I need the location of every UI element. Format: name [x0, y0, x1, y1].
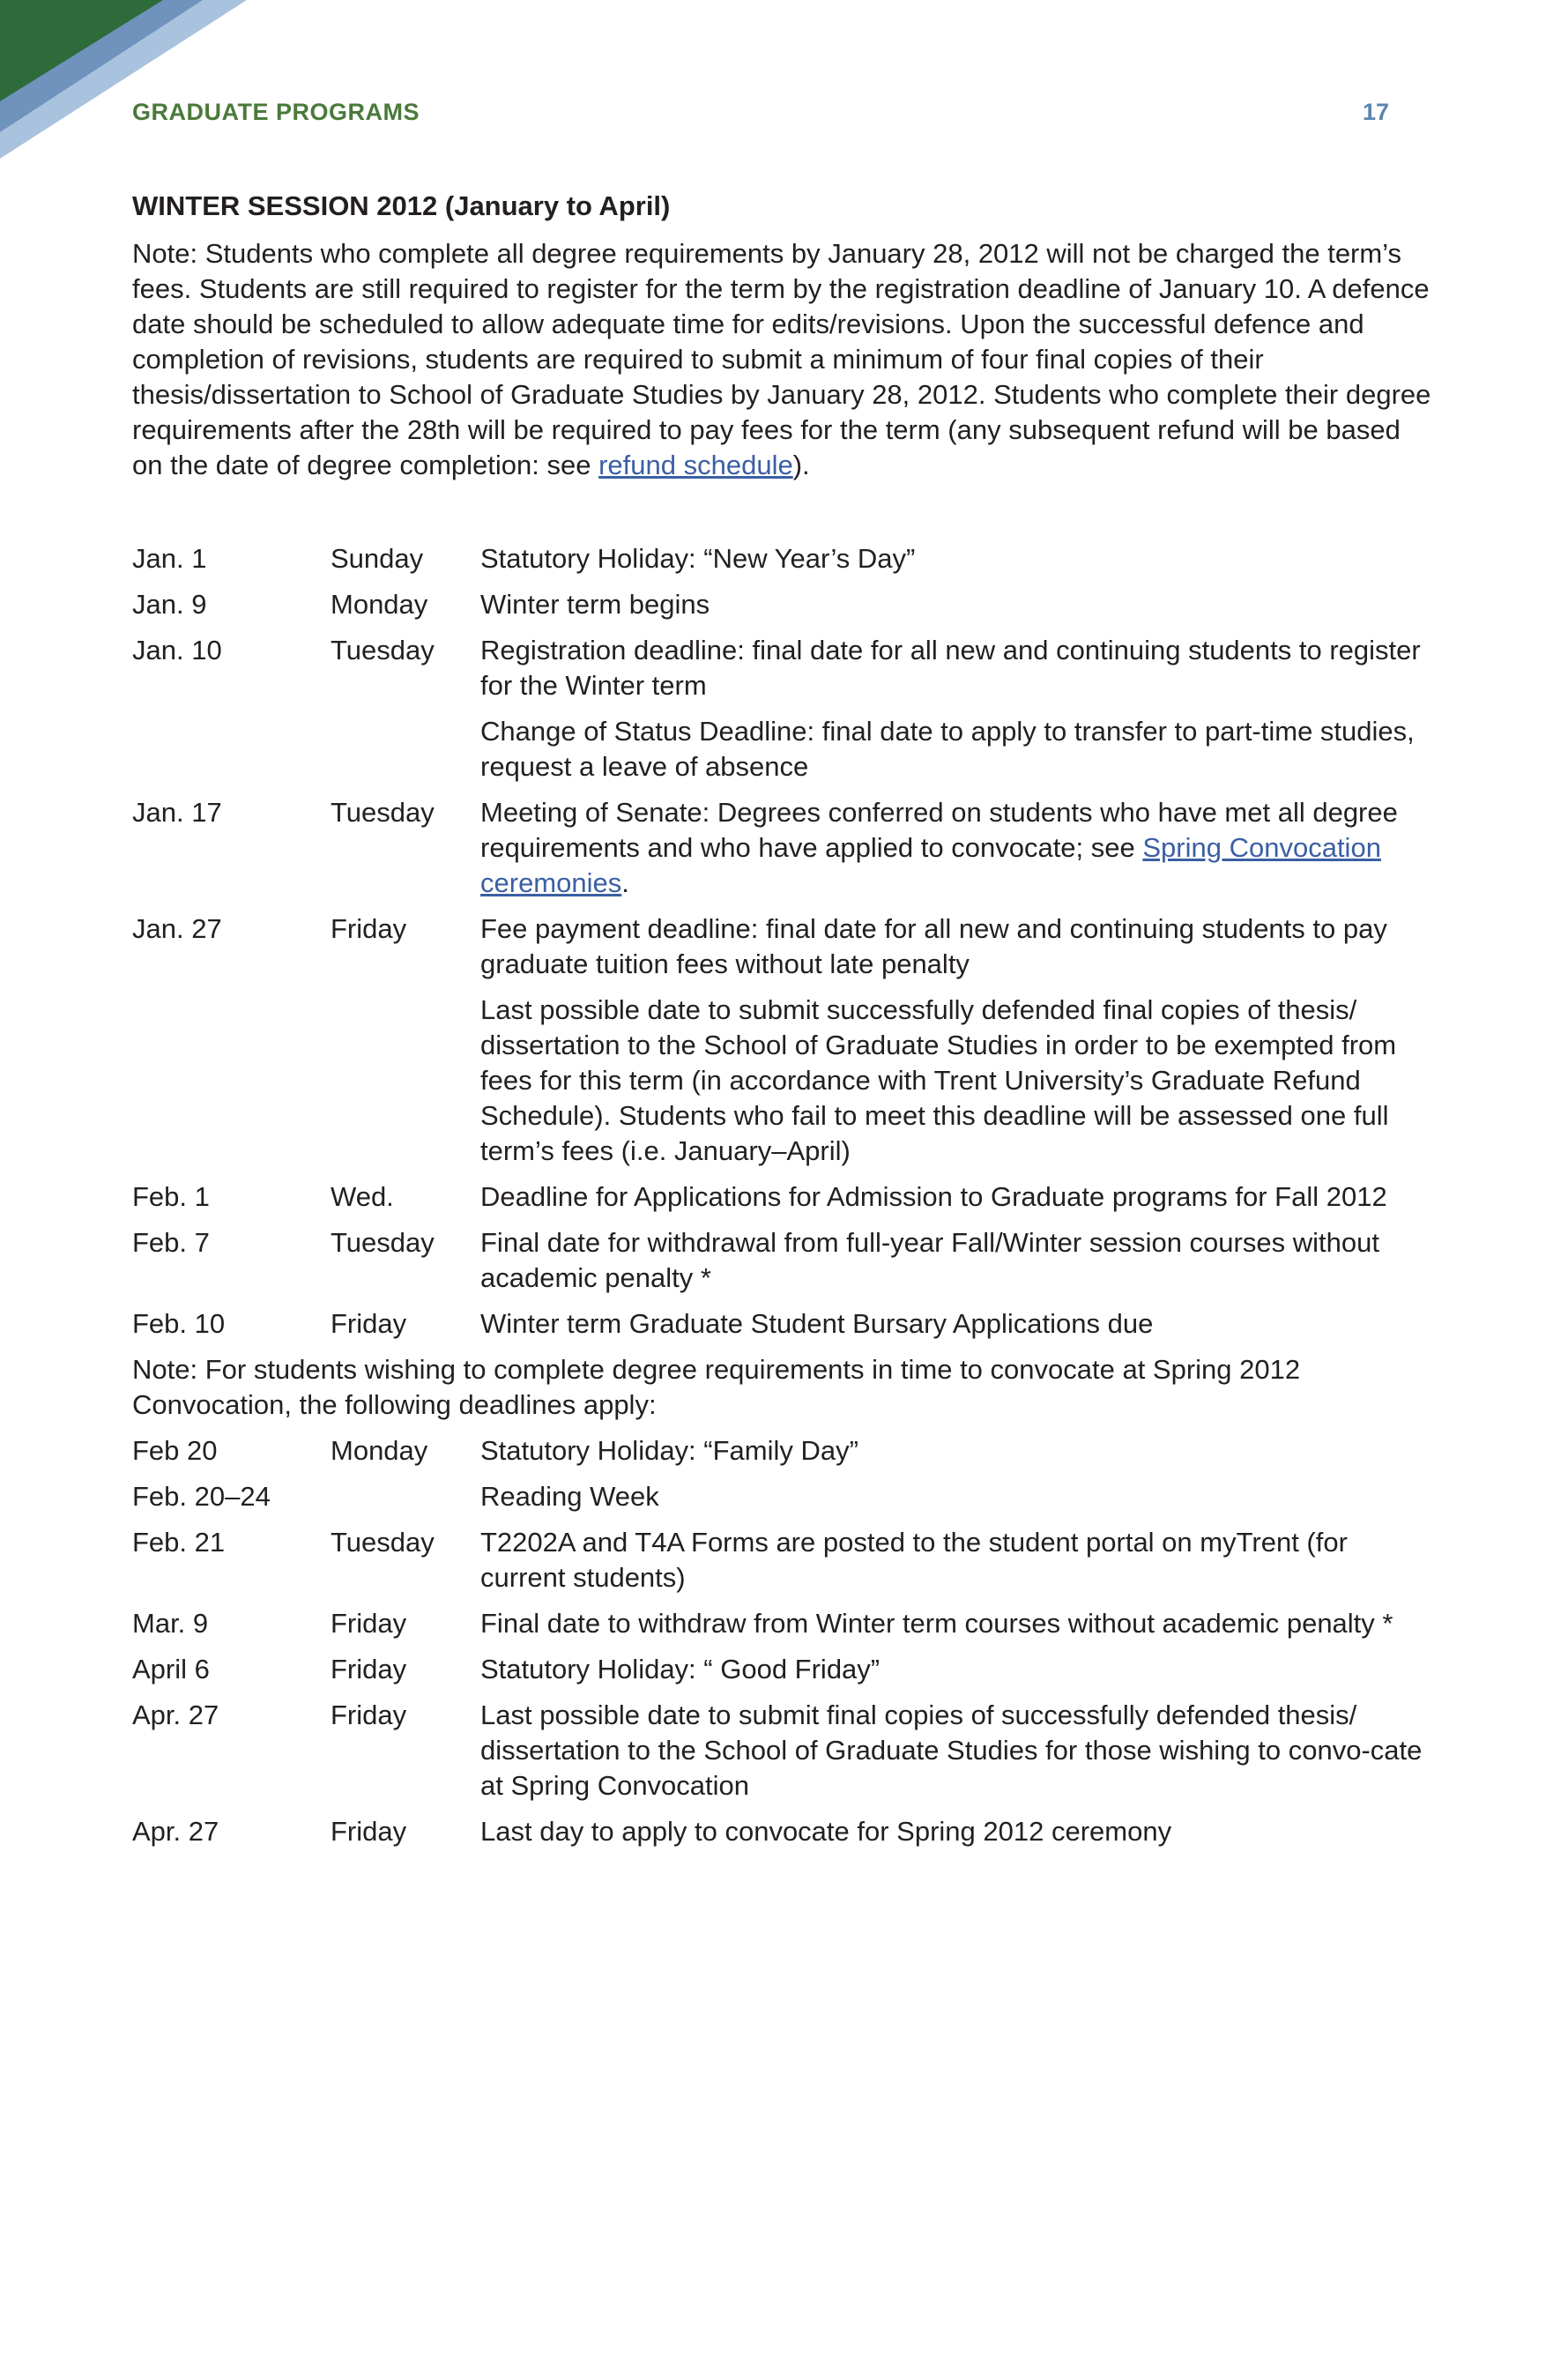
row-day: Wed.	[331, 1181, 394, 1212]
row-date: Feb. 21	[132, 1527, 226, 1558]
schedule-row	[132, 1179, 1437, 1215]
row-day: Monday	[331, 1435, 428, 1466]
corner-decoration	[0, 0, 247, 159]
row-description	[480, 911, 1437, 1169]
row-day: Friday	[331, 1816, 407, 1847]
row-day: Tuesday	[331, 635, 435, 666]
schedule-row	[132, 587, 1437, 622]
intro-note	[132, 236, 1437, 483]
schedule-row	[132, 1606, 1437, 1641]
row-description	[480, 795, 1437, 901]
row-date: Mar. 9	[132, 1608, 209, 1639]
row-description-text: Meeting of Senate: Degrees conferred on students who have met all degree requirements and who have applied to convocate; see	[480, 797, 1398, 863]
row-day: Friday	[331, 1699, 407, 1730]
row-date: Jan. 17	[132, 797, 222, 828]
row-date: Jan. 1	[132, 543, 207, 574]
row-description: T2202A and T4A Forms are posted to the student portal on myTrent (for current students)	[480, 1527, 1348, 1593]
schedule-row	[132, 1306, 1437, 1342]
row-description-end: .	[621, 867, 629, 898]
row-date: Feb 20	[132, 1435, 218, 1466]
row-description: Statutory Holiday: “ Good Friday”	[480, 1654, 881, 1685]
convocation-note: Note: For students wishing to complete degree requirements in time to convocate at Spring 2012 Convocation, the following deadlines apply:	[132, 1354, 1301, 1420]
row-description	[480, 633, 1437, 785]
page-number: 17	[1362, 99, 1389, 125]
schedule-row	[132, 1652, 1437, 1687]
row-date: Jan. 27	[132, 913, 222, 944]
row-description: Last day to apply to convocate for Spring 2012 ceremony	[480, 1816, 1172, 1847]
row-date: Jan. 9	[132, 589, 207, 620]
schedule-row	[132, 1698, 1437, 1804]
row-description-para: Fee payment deadline: final date for all new and continuing students to pay graduate tuition fees without late penalty	[480, 913, 1387, 979]
intro-note-end: ).	[792, 450, 810, 480]
row-description: Final date to withdraw from Winter term courses without academic penalty *	[480, 1608, 1393, 1639]
schedule-row	[132, 1433, 1437, 1469]
schedule-row	[132, 1814, 1437, 1849]
row-date: Jan. 10	[132, 635, 222, 666]
row-date: Feb. 20–24	[132, 1481, 271, 1512]
row-date: Feb. 7	[132, 1227, 210, 1258]
row-day: Sunday	[331, 543, 424, 574]
row-day: Friday	[331, 1308, 407, 1339]
row-description: Winter term Graduate Student Bursary Applications due	[480, 1308, 1154, 1339]
row-day: Friday	[331, 913, 407, 944]
schedule-row	[132, 1225, 1437, 1296]
row-description: Last possible date to submit final copies of successfully defended thesis/ dissertation to the School of Graduate Studies for those wishing to convo-cate at Spring Convocation	[480, 1699, 1423, 1801]
row-day: Friday	[331, 1654, 407, 1685]
row-description-para: Change of Status Deadline: final date to apply to transfer to part-time studies, request a leave of absence	[480, 716, 1415, 782]
intro-note-text: Note: Students who complete all degree requirements by January 28, 2012 will not be charged the term’s fees. Students are still required to register for the term by the registration deadline of January 10. A defence date should be scheduled to allow adequate time for edits/revisions. Upon the successful defence and completion of revisions, students are required to submit a minimum of four final copies of their thesis/dissertation to School of Graduate Studies by January 28, 2012. Students who complete their degree requirements after the 28th will be required to pay fees for the term (any subsequent refund will be based on the date of degree completion: see	[132, 238, 1431, 480]
row-date: Feb. 10	[132, 1308, 226, 1339]
row-date: Feb. 1	[132, 1181, 210, 1212]
schedule-row	[132, 633, 1437, 785]
row-description: Final date for withdrawal from full-year Fall/Winter session courses without academic penalty *	[480, 1227, 1379, 1293]
spring-convocation-link[interactable]: Spring Convocation ceremonies	[480, 832, 1381, 898]
schedule-row	[132, 1525, 1437, 1595]
row-description: Reading Week	[480, 1481, 659, 1512]
row-day: Friday	[331, 1608, 407, 1639]
row-day: Tuesday	[331, 1227, 435, 1258]
row-description: Statutory Holiday: “Family Day”	[480, 1435, 858, 1466]
row-description-para: Last possible date to submit successfully defended final copies of thesis/ dissertation to the School of Graduate Studies in order to be exempted from fees for this term (in accordance with Trent University’s Graduate Refund Schedule). Students who fail to meet this deadline will be assessed one full term’s fees (i.e. January–April)	[480, 994, 1397, 1166]
refund-schedule-link[interactable]: refund schedule	[598, 450, 793, 480]
schedule-table	[132, 541, 1437, 1860]
schedule-row	[132, 795, 1437, 901]
row-date: Apr. 27	[132, 1816, 219, 1847]
schedule-row	[132, 911, 1437, 1169]
row-day: Tuesday	[331, 1527, 435, 1558]
row-description: Statutory Holiday: “New Year’s Day”	[480, 543, 916, 574]
row-date: April 6	[132, 1654, 210, 1685]
schedule-row	[132, 1479, 1437, 1514]
row-day	[331, 1479, 480, 1514]
running-head: GRADUATE PROGRAMS	[132, 99, 420, 125]
row-description-para: Registration deadline: final date for all new and continuing students to register for the Winter term	[480, 635, 1421, 701]
schedule-row	[132, 541, 1437, 576]
row-description: Winter term begins	[480, 589, 710, 620]
row-description: Deadline for Applications for Admission to Graduate programs for Fall 2012	[480, 1181, 1387, 1212]
row-day: Monday	[331, 589, 428, 620]
row-date: Apr. 27	[132, 1699, 219, 1730]
row-day: Tuesday	[331, 797, 435, 828]
section-title: WINTER SESSION 2012 (January to April)	[132, 190, 671, 221]
